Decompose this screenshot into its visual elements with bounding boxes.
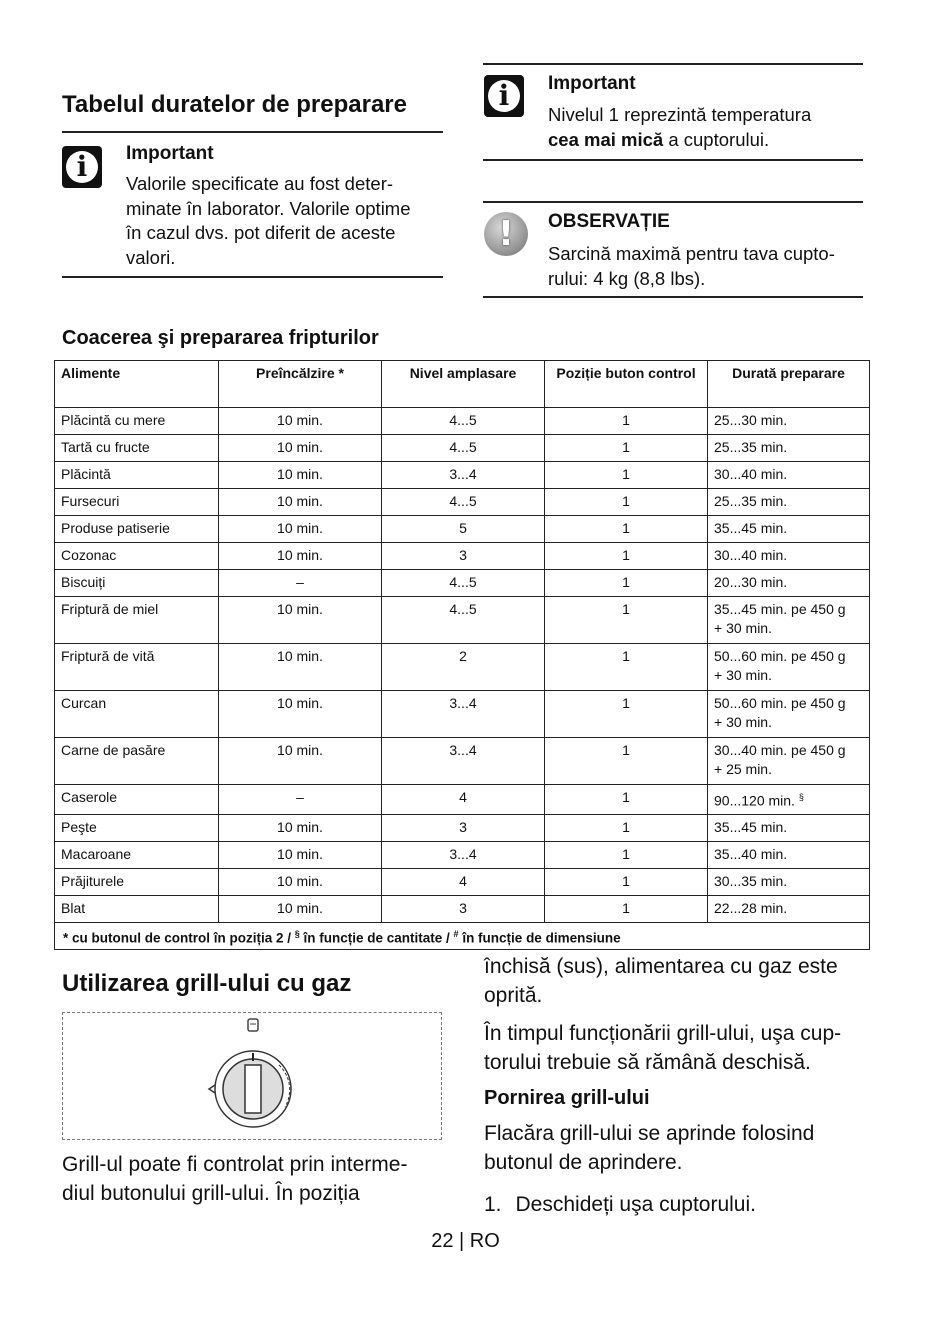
grill-knob-illustration	[62, 1012, 442, 1140]
table-row: Caserole – 4 1 90...120 min. §	[55, 785, 870, 815]
divider	[483, 63, 863, 65]
grill-title: Utilizarea grill-ului cu gaz	[62, 970, 352, 997]
table-row: Plăcintă cu mere 10 min. 4...5 1 25...30 min.	[55, 408, 870, 435]
table-title: Coacerea şi prepararea fripturilor	[62, 327, 379, 349]
pornirea-heading: Pornirea grill-ului	[484, 1087, 650, 1109]
table-row: Tartă cu fructe 10 min. 4...5 1 25...35 min.	[55, 435, 870, 462]
table-footnote-row	[55, 922, 870, 950]
page-number: 22 | RO	[431, 1230, 500, 1252]
important-heading: Important	[126, 143, 214, 164]
cooking-table	[54, 360, 870, 950]
table-row: Macaroane 10 min. 3...4 1 35...40 min.	[55, 841, 870, 868]
info-icon: i	[484, 75, 524, 117]
table-row: Carne de pasăre 10 min. 3...4 1 30...40 min. pe 450 g + 25 min.	[55, 738, 870, 785]
header-nivel: Nivel amplasare	[382, 361, 545, 408]
divider	[62, 276, 443, 278]
observatie-heading: OBSERVAȚIE	[548, 211, 670, 232]
pornirea-text: Flacăra grill-ului se aprinde folosind butonul de aprindere.	[484, 1122, 815, 1174]
table-row: Prăjiturele 10 min. 4 1 30...35 min.	[55, 868, 870, 895]
grill-right-text: închisă (sus), alimentarea cu gaz este oprită. În timpul funcționării grill-ului, uşa cup- torului trebuie să rămână deschisă.	[484, 955, 842, 1074]
important-heading: Important	[548, 73, 636, 94]
table-header-row	[55, 361, 870, 408]
grill-knob-icon	[63, 1013, 441, 1139]
observatie-text: Sarcină maximă pentru tava cupto- rului: 4 kg (8,8 lbs).	[548, 243, 835, 289]
divider	[483, 201, 863, 203]
table-row: Cozonac 10 min. 3 1 30...40 min.	[55, 543, 870, 570]
header-preincalzire: Preîncălzire *	[219, 361, 382, 408]
step-1: 1. Deschideți uşa cuptorului.	[484, 1193, 756, 1216]
table-row: Friptură de miel 10 min. 4...5 1 35...45 min. pe 450 g + 30 min.	[55, 597, 870, 644]
table-footnote: * cu butonul de control în poziția 2 / § în funcție de cantitate / # în funcție de dimensiune	[55, 922, 870, 950]
table-row: Blat 10 min. 3 1 22...28 min.	[55, 895, 870, 922]
divider	[483, 296, 863, 298]
table-row: Friptură de vită 10 min. 2 1 50...60 min. pe 450 g + 30 min.	[55, 644, 870, 691]
info-icon: i	[62, 146, 102, 188]
divider	[483, 159, 863, 161]
table-row: Peşte 10 min. 3 1 35...45 min.	[55, 814, 870, 841]
table-row: Biscuiți – 4...5 1 20...30 min.	[55, 570, 870, 597]
table-row: Curcan 10 min. 3...4 1 50...60 min. pe 450 g + 30 min.	[55, 691, 870, 738]
header-pozitie: Poziție buton control	[545, 361, 708, 408]
important-text: Valorile specificate au fost deter- minate în laborator. Valorile optime în cazul dvs. pot diferit de aceste valori.	[126, 173, 411, 268]
section-title: Tabelul duratelor de preparare	[62, 91, 407, 118]
header-durata: Durată preparare	[708, 361, 870, 408]
table-row: Produse patiserie 10 min. 5 1 35...45 min.	[55, 516, 870, 543]
important-text: Nivelul 1 reprezintă temperatura cea mai mică a cuptorului.	[548, 104, 812, 150]
divider	[62, 131, 443, 133]
table-row: Fursecuri 10 min. 4...5 1 25...35 min.	[55, 489, 870, 516]
grill-left-text: Grill-ul poate fi controlat prin interme- diul butonului grill-ului. În poziția	[62, 1153, 408, 1205]
table-row: Plăcintă 10 min. 3...4 1 30...40 min.	[55, 462, 870, 489]
warning-icon: !	[484, 212, 528, 256]
header-alimente: Alimente	[55, 361, 219, 408]
